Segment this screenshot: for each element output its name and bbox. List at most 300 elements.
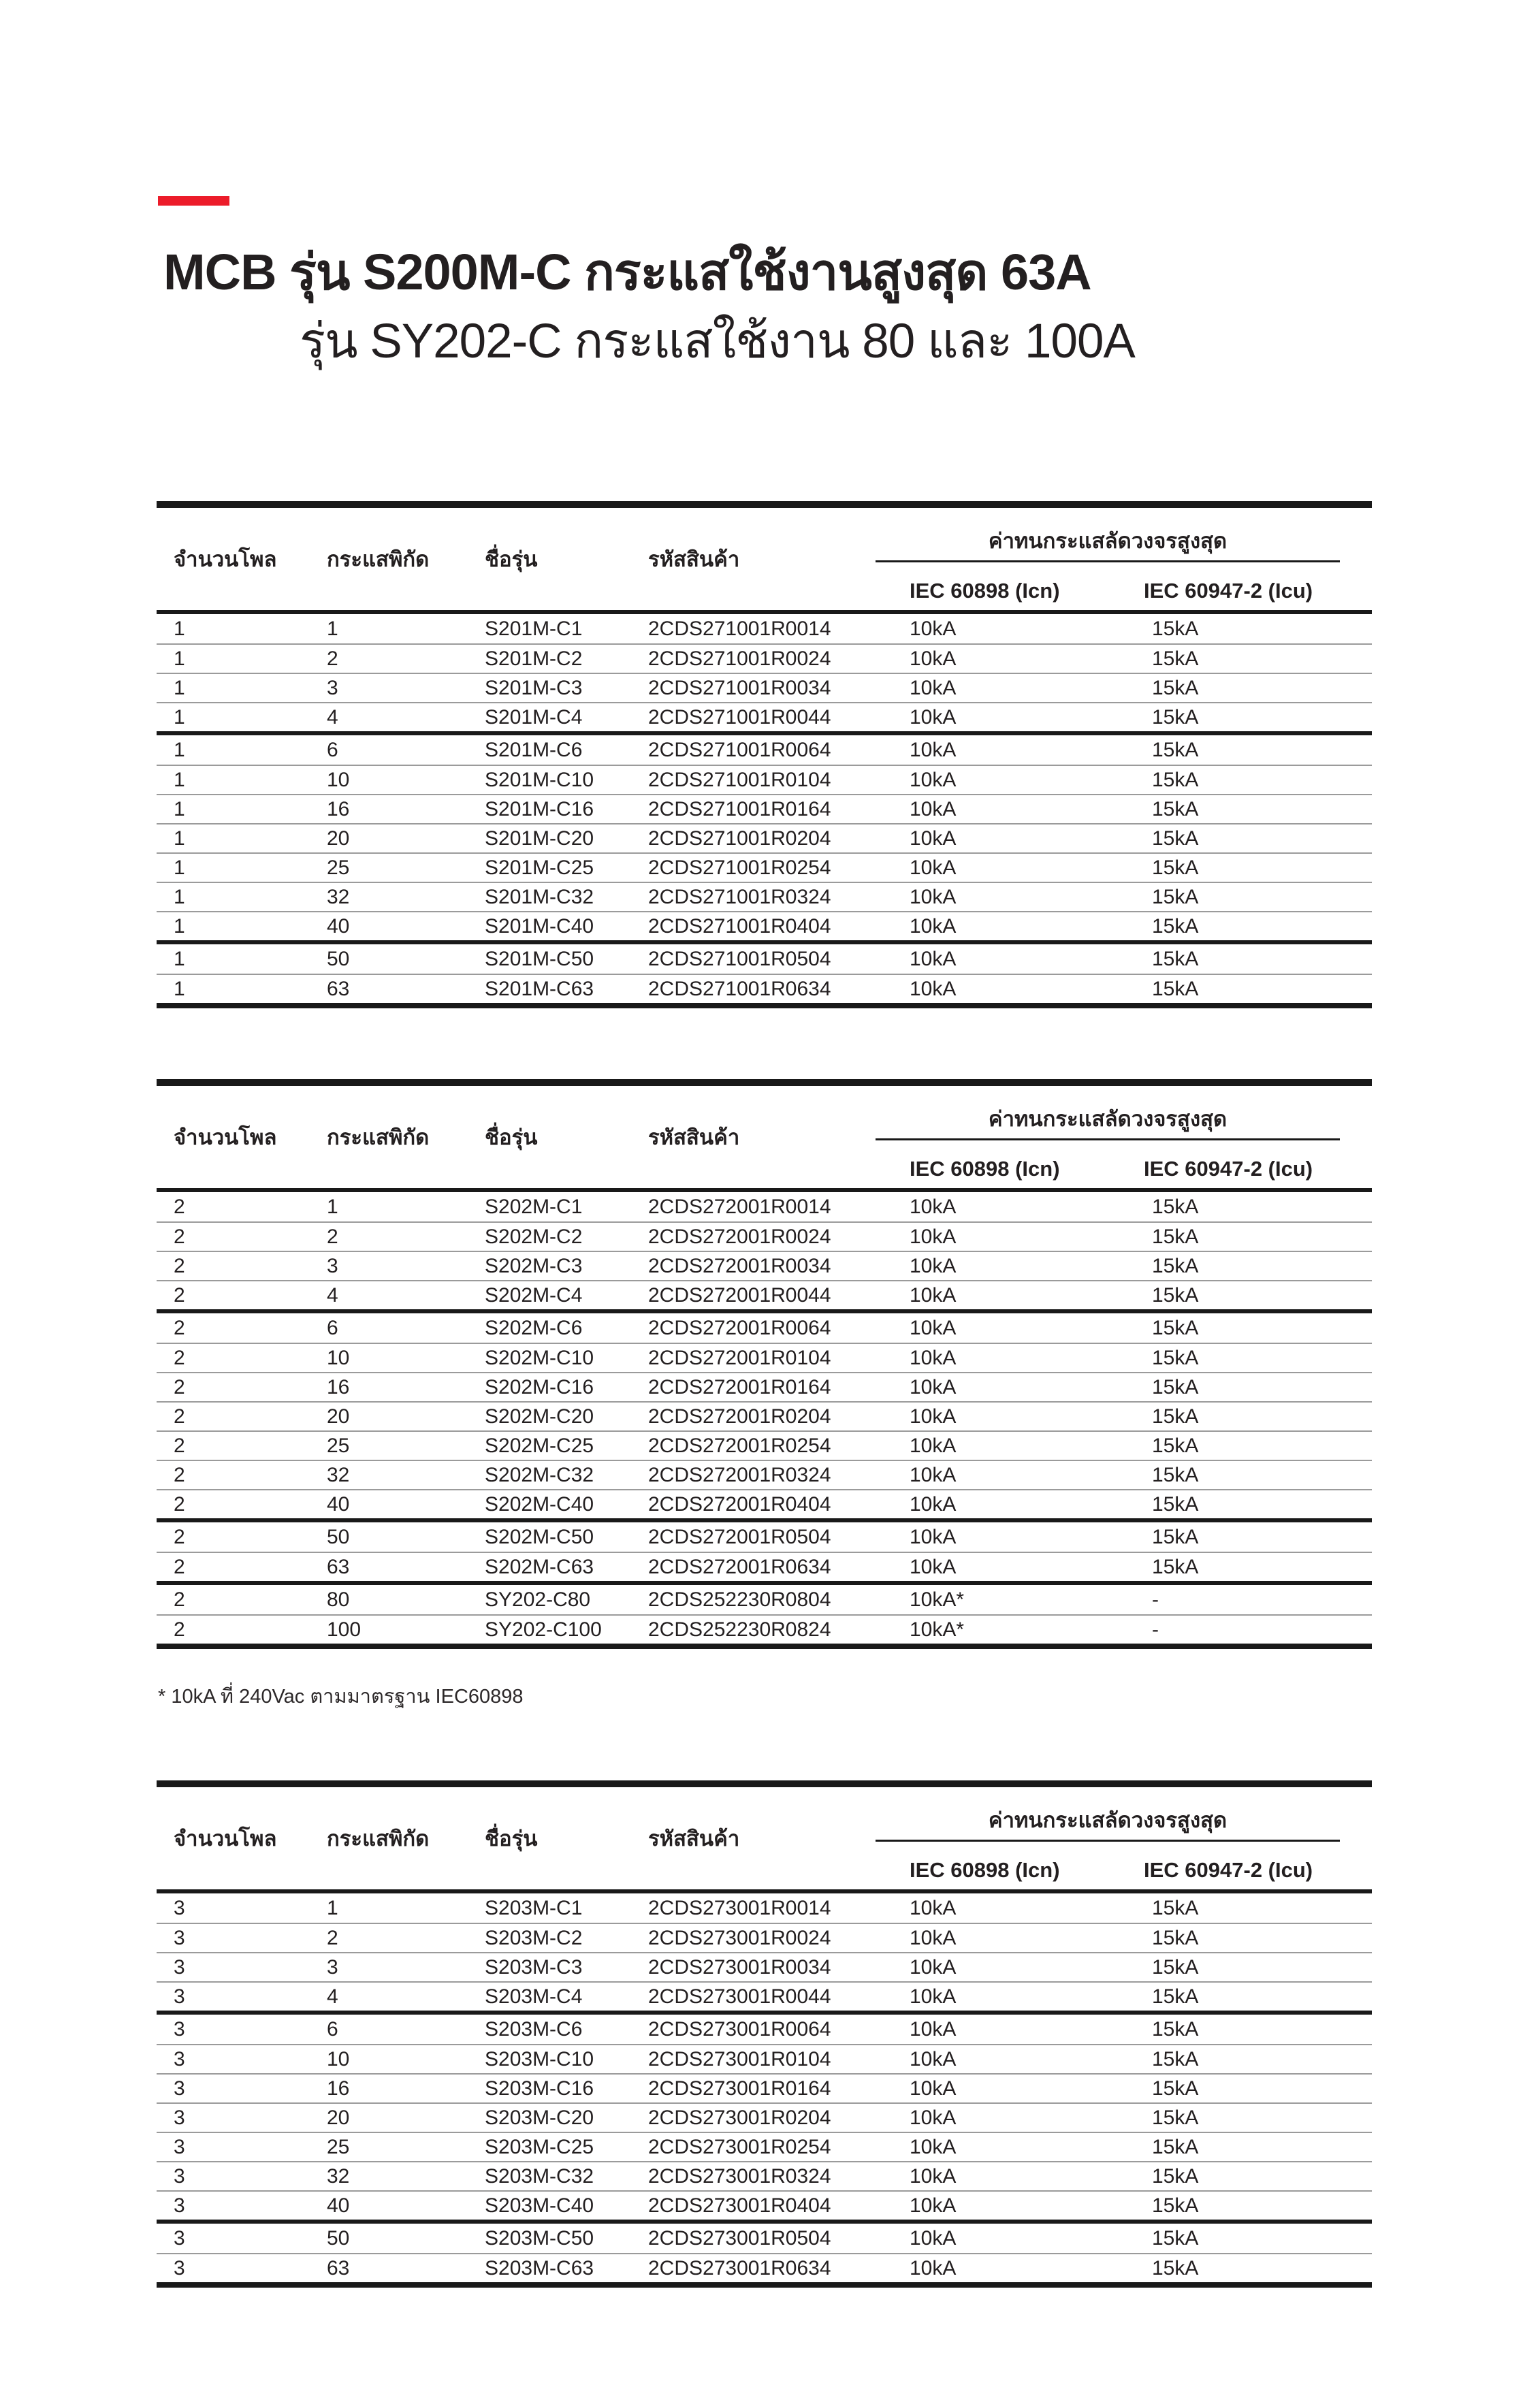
cell-icu: 15kA xyxy=(1152,2256,1199,2279)
cell-poles: 2 xyxy=(174,1225,185,1248)
table-row xyxy=(157,1923,1372,1952)
cell-poles: 2 xyxy=(174,1492,185,1516)
cell-icu: 15kA xyxy=(1152,914,1199,938)
table-row xyxy=(157,944,1372,974)
cell-icu: 15kA xyxy=(1152,738,1199,761)
cell-model: S203M-C32 xyxy=(485,2164,594,2188)
table-header xyxy=(157,508,1372,614)
cell-current: 20 xyxy=(327,827,350,850)
cell-icn: 10kA* xyxy=(910,1618,965,1641)
cell-current: 63 xyxy=(327,1555,350,1578)
cell-model: S202M-C63 xyxy=(485,1555,594,1578)
cell-code: 2CDS272001R0634 xyxy=(648,1555,831,1578)
cell-code: 2CDS273001R0064 xyxy=(648,2017,831,2040)
cell-current: 32 xyxy=(327,1463,350,1486)
rating-group xyxy=(157,731,1372,940)
cell-poles: 1 xyxy=(174,914,185,938)
cell-model: S203M-C63 xyxy=(485,2256,594,2279)
cell-poles: 3 xyxy=(174,2226,185,2250)
column-header-product-code: รหัสสินค้า xyxy=(648,547,740,571)
cell-icu: 15kA xyxy=(1152,617,1199,640)
table-row xyxy=(157,1313,1372,1343)
cell-icu: 15kA xyxy=(1152,2047,1199,2070)
cell-icu: 15kA xyxy=(1152,797,1199,820)
cell-current: 2 xyxy=(327,1926,338,1949)
cell-current: 20 xyxy=(327,2106,350,2129)
cell-poles: 3 xyxy=(174,2047,185,2070)
cell-current: 4 xyxy=(327,1283,338,1307)
table-row xyxy=(157,794,1372,823)
cell-current: 4 xyxy=(327,1985,338,2008)
cell-icu: 15kA xyxy=(1152,885,1199,908)
cell-poles: 1 xyxy=(174,856,185,879)
cell-icn: 10kA xyxy=(910,2047,957,2070)
cell-code: 2CDS272001R0034 xyxy=(648,1254,831,1277)
cell-code: 2CDS271001R0104 xyxy=(648,768,831,791)
table-row xyxy=(157,1981,1372,2011)
table-row xyxy=(157,1372,1372,1401)
cell-model: S202M-C4 xyxy=(485,1283,583,1307)
cell-code: 2CDS271001R0034 xyxy=(648,676,831,699)
cell-poles: 1 xyxy=(174,705,185,729)
page-title-line-2: รุ่น SY202-C กระแสใช้งาน 80 และ 100A xyxy=(300,315,1135,368)
cell-icn: 10kA xyxy=(910,1555,957,1578)
cell-icn: 10kA xyxy=(910,2194,957,2217)
cell-icn: 10kA xyxy=(910,617,957,640)
cell-current: 40 xyxy=(327,2194,350,2217)
cell-current: 63 xyxy=(327,2256,350,2279)
cell-poles: 3 xyxy=(174,2164,185,2188)
cell-poles: 2 xyxy=(174,1195,185,1218)
cell-icn: 10kA xyxy=(910,1525,957,1548)
cell-current: 50 xyxy=(327,2226,350,2250)
rating-group xyxy=(157,1893,1372,2011)
cell-poles: 1 xyxy=(174,885,185,908)
cell-icn: 10kA xyxy=(910,2077,957,2100)
cell-icn: 10kA xyxy=(910,2135,957,2158)
cell-icn: 10kA xyxy=(910,1283,957,1307)
cell-icu: 15kA xyxy=(1152,2106,1199,2129)
cell-current: 50 xyxy=(327,1525,350,1548)
cell-icu: 15kA xyxy=(1152,1375,1199,1398)
cell-model: S202M-C32 xyxy=(485,1463,594,1486)
cell-model: S202M-C1 xyxy=(485,1195,583,1218)
table-row xyxy=(157,2073,1372,2102)
cell-icu: 15kA xyxy=(1152,827,1199,850)
cell-code: 2CDS273001R0254 xyxy=(648,2135,831,2158)
cell-code: 2CDS273001R0164 xyxy=(648,2077,831,2100)
cell-model: S202M-C16 xyxy=(485,1375,594,1398)
cell-icn: 10kA xyxy=(910,856,957,879)
column-header-model-name: ชื่อรุ่น xyxy=(485,547,538,571)
table-header xyxy=(157,1787,1372,1893)
cell-model: S201M-C20 xyxy=(485,827,594,850)
cell-poles: 2 xyxy=(174,1254,185,1277)
table-row xyxy=(157,1343,1372,1372)
cell-icu: 15kA xyxy=(1152,1955,1199,1979)
cell-model: S201M-C25 xyxy=(485,856,594,879)
rating-group xyxy=(157,940,1372,1003)
cell-code: 2CDS273001R0034 xyxy=(648,1955,831,1979)
cell-model: S201M-C4 xyxy=(485,705,583,729)
rating-group xyxy=(157,1518,1372,1581)
cell-current: 1 xyxy=(327,1896,338,1919)
table-row xyxy=(157,1460,1372,1489)
cell-code: 2CDS273001R0324 xyxy=(648,2164,831,2188)
cell-code: 2CDS271001R0044 xyxy=(648,705,831,729)
table-row xyxy=(157,2253,1372,2282)
cell-current: 10 xyxy=(327,768,350,791)
cell-poles: 2 xyxy=(174,1618,185,1641)
cell-poles: 1 xyxy=(174,947,185,970)
cell-icn: 10kA xyxy=(910,1375,957,1398)
column-header-breaking-capacity: ค่าทนกระแสลัดวงจรสูงสุด xyxy=(876,1086,1340,1140)
rating-group xyxy=(157,2220,1372,2282)
cell-icn: 10kA xyxy=(910,768,957,791)
product-table-2pole xyxy=(157,1079,1372,1649)
column-header-iec60898: IEC 60898 (Icn) xyxy=(910,579,1060,603)
cell-code: 2CDS273001R0024 xyxy=(648,1926,831,1949)
product-table-1pole xyxy=(157,501,1372,1008)
cell-icn: 10kA xyxy=(910,1985,957,2008)
table-row xyxy=(157,2161,1372,2190)
cell-code: 2CDS272001R0104 xyxy=(648,1346,831,1369)
cell-current: 80 xyxy=(327,1588,350,1611)
cell-code: 2CDS272001R0254 xyxy=(648,1434,831,1457)
cell-model: S203M-C4 xyxy=(485,1985,583,2008)
cell-code: 2CDS271001R0254 xyxy=(648,856,831,879)
cell-icu: 15kA xyxy=(1152,1254,1199,1277)
table-row xyxy=(157,765,1372,794)
cell-poles: 3 xyxy=(174,2135,185,2158)
cell-poles: 1 xyxy=(174,617,185,640)
cell-icn: 10kA xyxy=(910,1405,957,1428)
cell-current: 6 xyxy=(327,1316,338,1339)
cell-icu: 15kA xyxy=(1152,1463,1199,1486)
cell-code: 2CDS273001R0634 xyxy=(648,2256,831,2279)
cell-model: S202M-C10 xyxy=(485,1346,594,1369)
product-table-3pole xyxy=(157,1780,1372,2288)
column-header-iec60947: IEC 60947-2 (Icu) xyxy=(1144,1858,1313,1882)
cell-code: 2CDS271001R0164 xyxy=(648,797,831,820)
cell-poles: 3 xyxy=(174,2077,185,2100)
cell-icn: 10kA xyxy=(910,738,957,761)
cell-model: S203M-C20 xyxy=(485,2106,594,2129)
table-row xyxy=(157,2190,1372,2220)
cell-model: S203M-C50 xyxy=(485,2226,594,2250)
cell-poles: 3 xyxy=(174,1985,185,2008)
cell-icu: - xyxy=(1152,1618,1159,1641)
cell-poles: 1 xyxy=(174,676,185,699)
table-row xyxy=(157,735,1372,765)
cell-icu: 15kA xyxy=(1152,2077,1199,2100)
cell-model: S202M-C25 xyxy=(485,1434,594,1457)
cell-current: 10 xyxy=(327,2047,350,2070)
table-row xyxy=(157,2224,1372,2253)
cell-poles: 2 xyxy=(174,1346,185,1369)
cell-current: 2 xyxy=(327,647,338,670)
column-header-iec60898: IEC 60898 (Icn) xyxy=(910,1157,1060,1181)
cell-current: 63 xyxy=(327,977,350,1000)
cell-code: 2CDS271001R0204 xyxy=(648,827,831,850)
cell-model: SY202-C100 xyxy=(485,1618,602,1641)
cell-poles: 2 xyxy=(174,1588,185,1611)
cell-model: S201M-C10 xyxy=(485,768,594,791)
cell-model: S202M-C40 xyxy=(485,1492,594,1516)
cell-poles: 2 xyxy=(174,1555,185,1578)
cell-icu: 15kA xyxy=(1152,1896,1199,1919)
red-accent-bar xyxy=(158,196,229,206)
table-row xyxy=(157,882,1372,911)
column-header-model-name: ชื่อรุ่น xyxy=(485,1827,538,1851)
cell-current: 10 xyxy=(327,1346,350,1369)
table-row xyxy=(157,1552,1372,1581)
cell-poles: 3 xyxy=(174,1926,185,1949)
cell-poles: 2 xyxy=(174,1525,185,1548)
table-body xyxy=(157,1893,1372,2282)
cell-icn: 10kA xyxy=(910,2164,957,2188)
cell-icn: 10kA xyxy=(910,1346,957,1369)
column-header-poles: จำนวนโพล xyxy=(174,547,277,571)
table-header xyxy=(157,1086,1372,1192)
column-header-rated-current: กระแสพิกัด xyxy=(327,547,430,571)
cell-poles: 1 xyxy=(174,768,185,791)
cell-code: 2CDS271001R0064 xyxy=(648,738,831,761)
cell-model: S201M-C63 xyxy=(485,977,594,1000)
cell-icu: 15kA xyxy=(1152,1283,1199,1307)
table-row xyxy=(157,1522,1372,1552)
cell-icn: 10kA xyxy=(910,1463,957,1486)
cell-current: 6 xyxy=(327,738,338,761)
page-title-line-1: MCB รุ่น S200M-C กระแสใช้งานสูงสุด 63A xyxy=(163,244,1091,300)
cell-icu: 15kA xyxy=(1152,1405,1199,1428)
cell-icu: 15kA xyxy=(1152,1555,1199,1578)
cell-code: 2CDS252230R0804 xyxy=(648,1588,831,1611)
table-row xyxy=(157,1614,1372,1644)
table-row xyxy=(157,1251,1372,1280)
cell-model: S201M-C3 xyxy=(485,676,583,699)
cell-current: 2 xyxy=(327,1225,338,1248)
cell-code: 2CDS272001R0044 xyxy=(648,1283,831,1307)
cell-code: 2CDS271001R0024 xyxy=(648,647,831,670)
cell-icu: 15kA xyxy=(1152,977,1199,1000)
table-row xyxy=(157,1585,1372,1614)
cell-code: 2CDS272001R0324 xyxy=(648,1463,831,1486)
cell-code: 2CDS273001R0504 xyxy=(648,2226,831,2250)
cell-model: S203M-C2 xyxy=(485,1926,583,1949)
cell-icu: - xyxy=(1152,1588,1159,1611)
rating-group xyxy=(157,1192,1372,1309)
cell-code: 2CDS252230R0824 xyxy=(648,1618,831,1641)
cell-code: 2CDS272001R0064 xyxy=(648,1316,831,1339)
cell-current: 25 xyxy=(327,856,350,879)
cell-current: 20 xyxy=(327,1405,350,1428)
cell-icu: 15kA xyxy=(1152,2017,1199,2040)
cell-current: 50 xyxy=(327,947,350,970)
cell-poles: 1 xyxy=(174,797,185,820)
cell-code: 2CDS273001R0044 xyxy=(648,1985,831,2008)
cell-poles: 2 xyxy=(174,1375,185,1398)
cell-code: 2CDS271001R0404 xyxy=(648,914,831,938)
cell-icn: 10kA xyxy=(910,2017,957,2040)
cell-current: 25 xyxy=(327,2135,350,2158)
cell-icu: 15kA xyxy=(1152,1225,1199,1248)
cell-model: S201M-C50 xyxy=(485,947,594,970)
cell-current: 3 xyxy=(327,676,338,699)
cell-poles: 1 xyxy=(174,977,185,1000)
cell-icn: 10kA* xyxy=(910,1588,965,1611)
table-row xyxy=(157,2132,1372,2161)
cell-code: 2CDS271001R0504 xyxy=(648,947,831,970)
cell-model: S201M-C2 xyxy=(485,647,583,670)
cell-model: S201M-C6 xyxy=(485,738,583,761)
cell-model: S203M-C1 xyxy=(485,1896,583,1919)
cell-icn: 10kA xyxy=(910,827,957,850)
cell-icn: 10kA xyxy=(910,2106,957,2129)
cell-icu: 15kA xyxy=(1152,1492,1199,1516)
cell-icn: 10kA xyxy=(910,1434,957,1457)
cell-icn: 10kA xyxy=(910,1926,957,1949)
cell-code: 2CDS272001R0204 xyxy=(648,1405,831,1428)
table-row xyxy=(157,614,1372,643)
table-row xyxy=(157,1280,1372,1309)
cell-current: 3 xyxy=(327,1254,338,1277)
cell-model: S203M-C10 xyxy=(485,2047,594,2070)
cell-icn: 10kA xyxy=(910,1316,957,1339)
table-row xyxy=(157,702,1372,731)
cell-icn: 10kA xyxy=(910,647,957,670)
cell-icn: 10kA xyxy=(910,885,957,908)
cell-current: 16 xyxy=(327,2077,350,2100)
column-header-breaking-capacity: ค่าทนกระแสลัดวงจรสูงสุด xyxy=(876,1787,1340,1842)
cell-code: 2CDS273001R0014 xyxy=(648,1896,831,1919)
cell-current: 3 xyxy=(327,1955,338,1979)
table-body xyxy=(157,1192,1372,1644)
cell-icn: 10kA xyxy=(910,977,957,1000)
cell-poles: 2 xyxy=(174,1405,185,1428)
column-header-poles: จำนวนโพล xyxy=(174,1125,277,1149)
cell-current: 4 xyxy=(327,705,338,729)
cell-icn: 10kA xyxy=(910,797,957,820)
page-title xyxy=(163,237,1389,376)
cell-current: 32 xyxy=(327,2164,350,2188)
column-header-poles: จำนวนโพล xyxy=(174,1827,277,1851)
cell-poles: 1 xyxy=(174,647,185,670)
footnote: * 10kA ที่ 240Vac ตามมาตรฐาน IEC60898 xyxy=(158,1686,524,1708)
cell-model: S202M-C50 xyxy=(485,1525,594,1548)
cell-poles: 3 xyxy=(174,2256,185,2279)
cell-icu: 15kA xyxy=(1152,1434,1199,1457)
cell-model: S201M-C1 xyxy=(485,617,583,640)
cell-poles: 3 xyxy=(174,1896,185,1919)
cell-poles: 2 xyxy=(174,1434,185,1457)
cell-icu: 15kA xyxy=(1152,1926,1199,1949)
cell-icu: 15kA xyxy=(1152,2226,1199,2250)
cell-icu: 15kA xyxy=(1152,2135,1199,2158)
table-row xyxy=(157,823,1372,852)
table-row xyxy=(157,643,1372,673)
cell-icu: 15kA xyxy=(1152,1525,1199,1548)
cell-poles: 1 xyxy=(174,827,185,850)
rating-group xyxy=(157,1309,1372,1518)
table-row xyxy=(157,1430,1372,1460)
cell-poles: 3 xyxy=(174,1955,185,1979)
cell-icn: 10kA xyxy=(910,1254,957,1277)
cell-icn: 10kA xyxy=(910,2226,957,2250)
cell-model: S202M-C6 xyxy=(485,1316,583,1339)
cell-icu: 15kA xyxy=(1152,856,1199,879)
table-row xyxy=(157,1952,1372,1981)
column-header-breaking-capacity: ค่าทนกระแสลัดวงจรสูงสุด xyxy=(876,508,1340,562)
cell-icu: 15kA xyxy=(1152,2164,1199,2188)
cell-icu: 15kA xyxy=(1152,1346,1199,1369)
cell-model: S201M-C32 xyxy=(485,885,594,908)
cell-icu: 15kA xyxy=(1152,2194,1199,2217)
table-row xyxy=(157,673,1372,702)
cell-poles: 3 xyxy=(174,2017,185,2040)
table-row xyxy=(157,2102,1372,2132)
cell-model: S203M-C16 xyxy=(485,2077,594,2100)
cell-model: S202M-C2 xyxy=(485,1225,583,1248)
cell-icn: 10kA xyxy=(910,2256,957,2279)
column-header-rated-current: กระแสพิกัด xyxy=(327,1125,430,1149)
cell-code: 2CDS271001R0634 xyxy=(648,977,831,1000)
cell-model: S201M-C16 xyxy=(485,797,594,820)
cell-code: 2CDS272001R0164 xyxy=(648,1375,831,1398)
cell-icn: 10kA xyxy=(910,1225,957,1248)
cell-current: 40 xyxy=(327,914,350,938)
cell-poles: 2 xyxy=(174,1463,185,1486)
cell-code: 2CDS271001R0324 xyxy=(648,885,831,908)
column-header-iec60947: IEC 60947-2 (Icu) xyxy=(1144,579,1313,603)
cell-model: S203M-C3 xyxy=(485,1955,583,1979)
column-header-rated-current: กระแสพิกัด xyxy=(327,1827,430,1851)
cell-icu: 15kA xyxy=(1152,1985,1199,2008)
cell-model: S203M-C40 xyxy=(485,2194,594,2217)
cell-icn: 10kA xyxy=(910,947,957,970)
cell-icu: 15kA xyxy=(1152,647,1199,670)
cell-icu: 15kA xyxy=(1152,768,1199,791)
cell-code: 2CDS272001R0504 xyxy=(648,1525,831,1548)
table-row xyxy=(157,1893,1372,1923)
cell-current: 16 xyxy=(327,797,350,820)
cell-poles: 3 xyxy=(174,2106,185,2129)
cell-icu: 15kA xyxy=(1152,1316,1199,1339)
table-row xyxy=(157,852,1372,882)
column-header-iec60947: IEC 60947-2 (Icu) xyxy=(1144,1157,1313,1181)
cell-current: 100 xyxy=(327,1618,362,1641)
cell-icn: 10kA xyxy=(910,705,957,729)
cell-model: S203M-C6 xyxy=(485,2017,583,2040)
column-header-model-name: ชื่อรุ่น xyxy=(485,1125,538,1149)
table-row xyxy=(157,1401,1372,1430)
cell-icn: 10kA xyxy=(910,676,957,699)
column-header-product-code: รหัสสินค้า xyxy=(648,1827,740,1851)
cell-current: 32 xyxy=(327,885,350,908)
cell-code: 2CDS272001R0024 xyxy=(648,1225,831,1248)
cell-poles: 1 xyxy=(174,738,185,761)
cell-current: 6 xyxy=(327,2017,338,2040)
cell-model: S203M-C25 xyxy=(485,2135,594,2158)
table-row xyxy=(157,2015,1372,2044)
table-row xyxy=(157,2044,1372,2073)
cell-current: 25 xyxy=(327,1434,350,1457)
cell-icn: 10kA xyxy=(910,914,957,938)
cell-code: 2CDS272001R0404 xyxy=(648,1492,831,1516)
table-body xyxy=(157,614,1372,1003)
cell-code: 2CDS273001R0404 xyxy=(648,2194,831,2217)
rating-group xyxy=(157,614,1372,731)
